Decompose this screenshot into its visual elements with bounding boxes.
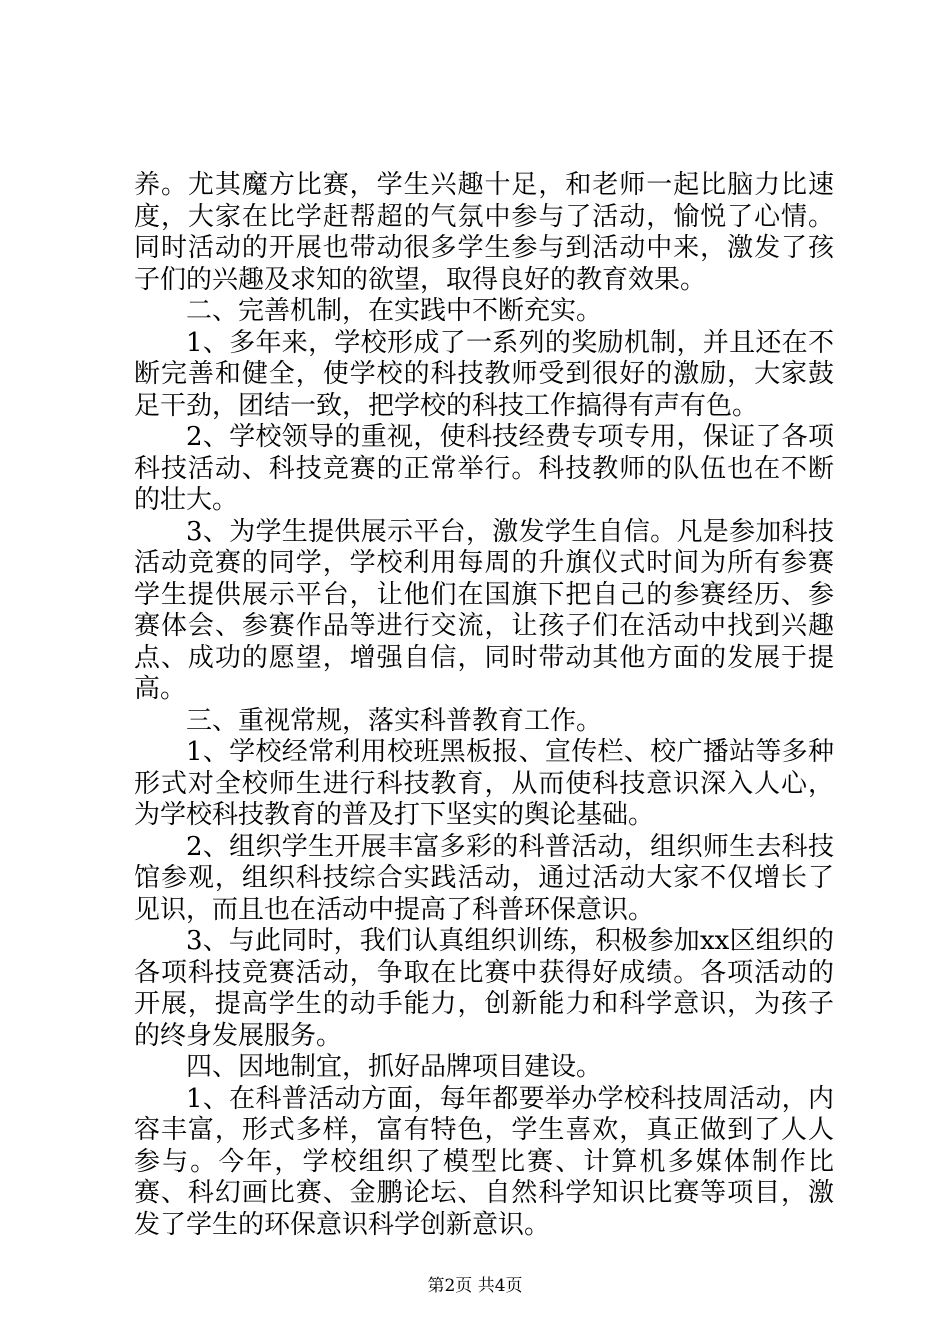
page-number-footer: 第2页 共4页: [427, 1276, 523, 1296]
paragraph: 2、组织学生开展丰富多彩的科普活动，组织师生去科技馆参观，组织科技综合实践活动，通过活动大家不仅增长了见识，而且也在活动中提高了科普环保意识。: [134, 831, 834, 925]
section-heading-3: 三、重视常规，落实科普教育工作。: [186, 705, 603, 736]
paragraph: 2、学校领导的重视，使科技经费专项专用，保证了各项科技活动、科技竞赛的正常举行。科技教师的队伍也在不断的壮大。: [134, 422, 834, 515]
paragraph: 1、学校经常利用校班黑板报、宣传栏、校广播站等多种形式对全校师生进行科技教育，从而使科技意识深入人心，为学校科技教育的普及打下坚实的舆论基础。: [134, 737, 834, 830]
document-body: [134, 170, 834, 1241]
paragraph: 3、与此同时，我们认真组织训练，积极参加xx区组织的各项科技竞赛活动，争取在比赛中获得好成绩。各项活动的开展，提高学生的动手能力，创新能力和科学意识，为孩子的终身发展服务。: [134, 926, 834, 1051]
paragraph-continuation: 养。尤其魔方比赛，学生兴趣十足，和老师一起比脑力比速度，大家在比学赶帮超的气氛中参与了活动，愉悦了心情。同时活动的开展也带动很多学生参与到活动中来，激发了孩子们的兴趣及求知的欲望，取得良好的教育效果。: [134, 170, 834, 295]
paragraph: 1、在科普活动方面，每年都要举办学校科技周活动，内容丰富，形式多样，富有特色，学生喜欢，真正做到了人人参与。今年，学校组织了模型比赛、计算机多媒体制作比赛、科幻画比赛、金鹏论坛、自然科学知识比赛等项目，激发了学生的环保意识科学创新意识。: [134, 1083, 834, 1240]
section-heading-4: 四、因地制宜，抓好品牌项目建设。: [186, 1052, 603, 1082]
section-heading-2: 二、完善机制，在实践中不断充实。: [186, 296, 603, 326]
paragraph: 1、多年来，学校形成了一系列的奖励机制，并且还在不断完善和健全，使学校的科技教师受到很好的激励，大家鼓足干劲，团结一致，把学校的科技工作搞得有声有色。: [134, 327, 834, 421]
paragraph: 3、为学生提供展示平台，激发学生自信。凡是参加科技活动竞赛的同学，学校利用每周的升旗仪式时间为所有参赛学生提供展示平台，让他们在国旗下把自己的参赛经历、参赛体会、参赛作品等进行交流，让孩子们在活动中找到兴趣点、成功的愿望，增强自信，同时带动其他方面的发展于提高。: [134, 516, 834, 704]
